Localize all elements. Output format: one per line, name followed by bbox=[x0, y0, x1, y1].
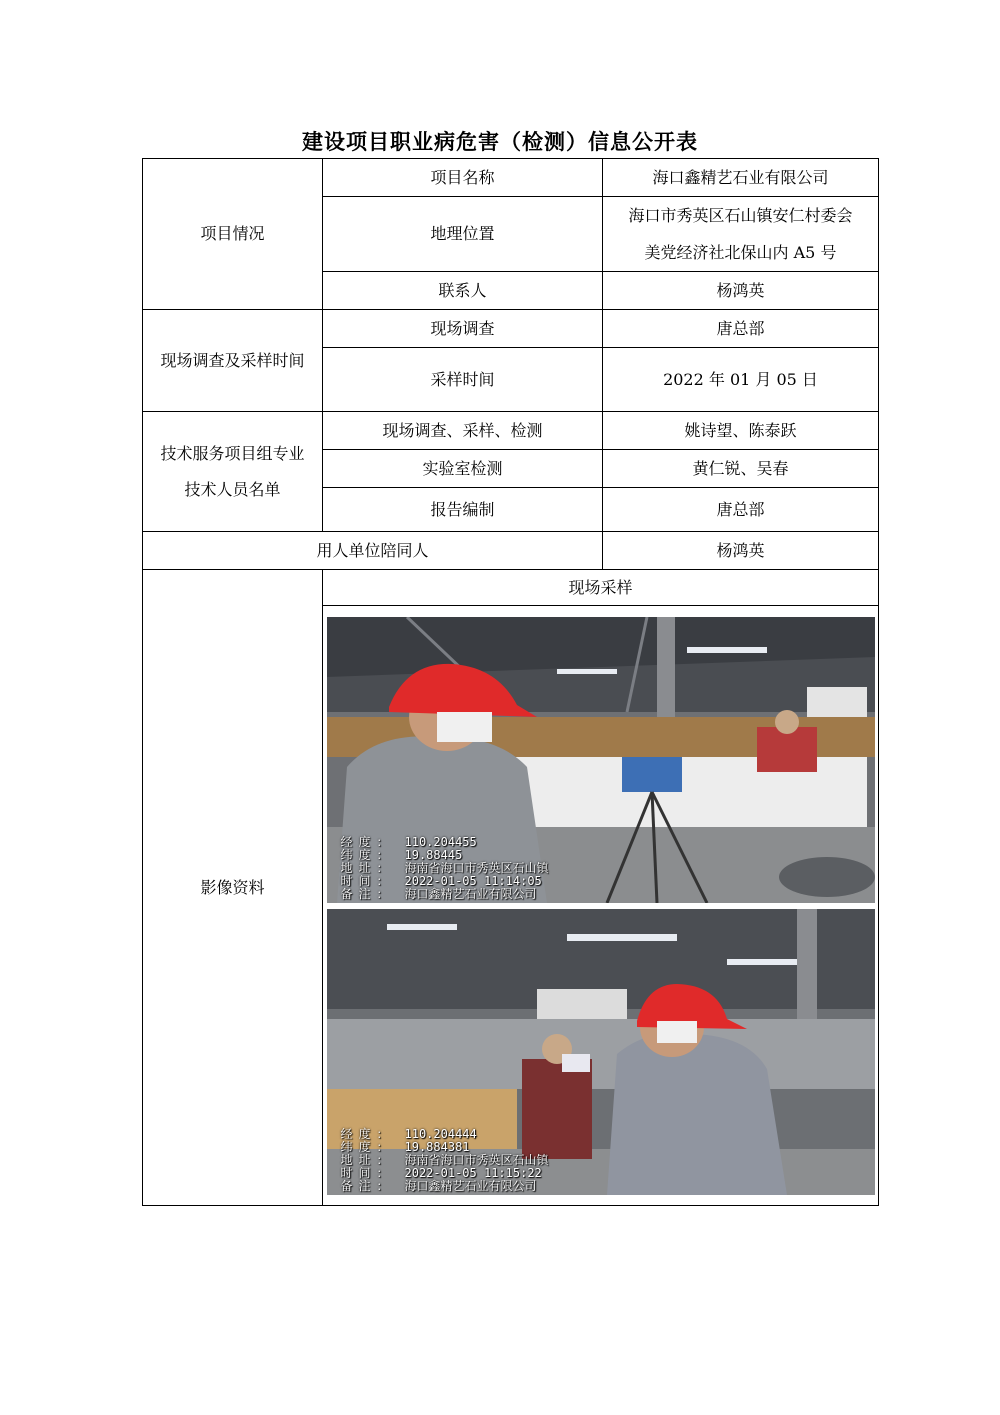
media-photos-cell bbox=[323, 606, 879, 1206]
address-label: 地址： bbox=[340, 860, 395, 875]
staff-role: 现场调查、采样、检测 bbox=[323, 412, 603, 450]
location-line-2: 美党经济社北保山内 A5 号 bbox=[644, 243, 837, 262]
location-line-1: 海口市秀英区石山镇安仁村委会 bbox=[628, 206, 853, 225]
sampling-time-value: 2022 年 01 月 05 日 bbox=[603, 348, 879, 412]
address-label: 地址： bbox=[340, 1152, 395, 1167]
project-name-value: 海口鑫精艺石业有限公司 bbox=[603, 159, 879, 197]
note-value: 海口鑫精艺石业有限公司 bbox=[404, 886, 537, 901]
longitude-value: 110.204444 bbox=[404, 1126, 477, 1141]
staff-section-label bbox=[143, 412, 323, 532]
survey-value: 唐总部 bbox=[603, 310, 879, 348]
site-sampling-photo bbox=[327, 617, 875, 903]
location-label: 地理位置 bbox=[323, 197, 603, 272]
staff-names: 唐总部 bbox=[603, 488, 879, 532]
staff-names: 姚诗望、陈泰跃 bbox=[603, 412, 879, 450]
escort-value: 杨鸿英 bbox=[603, 532, 879, 570]
staff-names: 黄仁锐、吴春 bbox=[603, 450, 879, 488]
document-title: 建设项目职业病危害（检测）信息公开表 bbox=[302, 129, 698, 154]
contact-label: 联系人 bbox=[323, 272, 603, 310]
contact-value: 杨鸿英 bbox=[603, 272, 879, 310]
sampling-time-label: 采样时间 bbox=[323, 348, 603, 412]
photo-1-watermark bbox=[341, 836, 549, 901]
time-label: 时间： bbox=[340, 873, 395, 888]
note-label: 备注： bbox=[340, 1178, 395, 1193]
project-name-label: 项目名称 bbox=[323, 159, 603, 197]
site-sampling-photo bbox=[327, 909, 875, 1195]
survey-label: 现场调查 bbox=[323, 310, 603, 348]
longitude-label: 经度： bbox=[340, 834, 395, 849]
time-value: 2022-01-05 11:15:22 bbox=[404, 1165, 542, 1180]
address-value: 海南省海口市秀英区石山镇 bbox=[404, 1152, 549, 1167]
time-value: 2022-01-05 11:14:05 bbox=[404, 873, 542, 888]
latitude-value: 19.88445 bbox=[404, 847, 463, 862]
survey-section-label: 现场调查及采样时间 bbox=[143, 310, 323, 412]
staff-section-label-line-2: 技术人员名单 bbox=[184, 479, 281, 499]
location-value bbox=[603, 197, 879, 272]
time-label: 时间： bbox=[340, 1165, 395, 1180]
latitude-value: 19.884381 bbox=[404, 1139, 470, 1154]
latitude-label: 纬度： bbox=[340, 1139, 395, 1154]
latitude-label: 纬度： bbox=[340, 847, 395, 862]
project-section-label: 项目情况 bbox=[143, 159, 323, 310]
longitude-value: 110.204455 bbox=[404, 834, 477, 849]
staff-role: 实验室检测 bbox=[323, 450, 603, 488]
escort-label: 用人单位陪同人 bbox=[143, 532, 603, 570]
media-section-label: 影像资料 bbox=[143, 570, 323, 1206]
media-subheader: 现场采样 bbox=[323, 570, 879, 606]
note-value: 海口鑫精艺石业有限公司 bbox=[404, 1178, 537, 1193]
note-label: 备注： bbox=[340, 886, 395, 901]
staff-section-label-line-1: 技术服务项目组专业 bbox=[160, 443, 305, 463]
staff-role: 报告编制 bbox=[323, 488, 603, 532]
photo-2-watermark bbox=[341, 1128, 549, 1193]
info-table bbox=[142, 158, 879, 1206]
address-value: 海南省海口市秀英区石山镇 bbox=[404, 860, 549, 875]
longitude-label: 经度： bbox=[340, 1126, 395, 1141]
